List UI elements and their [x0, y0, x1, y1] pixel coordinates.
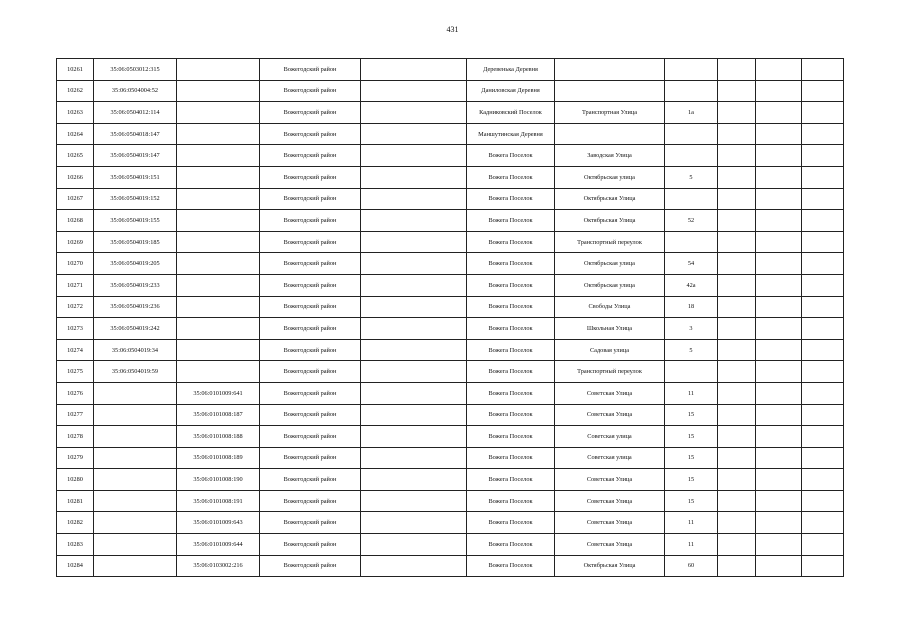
house-number-cell: 3 [665, 318, 718, 340]
extra-cell-1 [718, 253, 756, 275]
extra-cell-3 [802, 426, 844, 448]
street-cell: Октябрьская улица [555, 166, 665, 188]
street-cell: Школьная Улица [555, 318, 665, 340]
extra-cell-2 [756, 447, 802, 469]
street-cell: Советская Улица [555, 469, 665, 491]
street-cell: Заводская Улица [555, 145, 665, 167]
settlement-cell: Вожега Поселок [467, 555, 555, 577]
extra-cell-1 [718, 318, 756, 340]
settlement-cell: Вожега Поселок [467, 490, 555, 512]
district-cell: Вожегодский район [260, 80, 361, 102]
empty-cell [361, 210, 467, 232]
cadastral-number-cell [94, 404, 177, 426]
extra-cell-2 [756, 145, 802, 167]
settlement-cell: Вожега Поселок [467, 404, 555, 426]
district-cell: Вожегодский район [260, 210, 361, 232]
house-number-cell: 15 [665, 469, 718, 491]
settlement-cell: Вожега Поселок [467, 447, 555, 469]
row-number-cell: 10263 [57, 102, 94, 124]
page-number: 431 [446, 25, 459, 34]
settlement-cell: Вожега Поселок [467, 253, 555, 275]
street-cell: Октябрьская Улица [555, 188, 665, 210]
settlement-cell: Маншутинская Деревня [467, 123, 555, 145]
street-cell: Советская Улица [555, 404, 665, 426]
street-cell: Садовая улица [555, 339, 665, 361]
empty-cell [361, 59, 467, 81]
district-cell: Вожегодский район [260, 145, 361, 167]
cadastral-number-cell [94, 534, 177, 556]
house-number-cell: 18 [665, 296, 718, 318]
extra-cell-3 [802, 123, 844, 145]
settlement-cell: Вожега Поселок [467, 274, 555, 296]
house-number-cell [665, 231, 718, 253]
empty-cell [361, 361, 467, 383]
extra-cell-1 [718, 382, 756, 404]
table-row [57, 59, 844, 81]
registry-table [56, 58, 844, 577]
street-cell: Транспортный переулок [555, 361, 665, 383]
extra-cell-2 [756, 59, 802, 81]
extra-cell-3 [802, 447, 844, 469]
cadastral-number-cell: 35:06:0504019:34 [94, 339, 177, 361]
cadastral-number-alt-cell: 35:06:0103002:216 [177, 555, 260, 577]
settlement-cell: Вожега Поселок [467, 296, 555, 318]
extra-cell-3 [802, 555, 844, 577]
street-cell: Советская Улица [555, 534, 665, 556]
extra-cell-1 [718, 102, 756, 124]
empty-cell [361, 404, 467, 426]
empty-cell [361, 123, 467, 145]
house-number-cell: 42а [665, 274, 718, 296]
house-number-cell [665, 361, 718, 383]
row-number-cell: 10268 [57, 210, 94, 232]
table-row [57, 490, 844, 512]
table-row [57, 426, 844, 448]
table-row [57, 166, 844, 188]
extra-cell-1 [718, 123, 756, 145]
district-cell: Вожегодский район [260, 426, 361, 448]
cadastral-number-cell [94, 382, 177, 404]
cadastral-number-cell: 35:06:0504019:233 [94, 274, 177, 296]
cadastral-number-cell: 35:06:0504019:151 [94, 166, 177, 188]
extra-cell-2 [756, 404, 802, 426]
table-row [57, 188, 844, 210]
row-number-cell: 10277 [57, 404, 94, 426]
extra-cell-3 [802, 231, 844, 253]
cadastral-number-alt-cell: 35:06:0101008:187 [177, 404, 260, 426]
extra-cell-1 [718, 490, 756, 512]
extra-cell-3 [802, 145, 844, 167]
extra-cell-2 [756, 318, 802, 340]
extra-cell-1 [718, 274, 756, 296]
row-number-cell: 10276 [57, 382, 94, 404]
house-number-cell: 15 [665, 404, 718, 426]
extra-cell-3 [802, 318, 844, 340]
extra-cell-2 [756, 102, 802, 124]
extra-cell-1 [718, 447, 756, 469]
district-cell: Вожегодский район [260, 102, 361, 124]
extra-cell-1 [718, 296, 756, 318]
row-number-cell: 10266 [57, 166, 94, 188]
cadastral-number-cell: 35:06:0504019:236 [94, 296, 177, 318]
district-cell: Вожегодский район [260, 447, 361, 469]
extra-cell-1 [718, 469, 756, 491]
extra-cell-2 [756, 469, 802, 491]
district-cell: Вожегодский район [260, 490, 361, 512]
empty-cell [361, 166, 467, 188]
row-number-cell: 10278 [57, 426, 94, 448]
cadastral-number-cell: 35:06:0504012:114 [94, 102, 177, 124]
district-cell: Вожегодский район [260, 59, 361, 81]
street-cell [555, 123, 665, 145]
cadastral-number-alt-cell: 35:06:0101008:189 [177, 447, 260, 469]
house-number-cell: 5 [665, 166, 718, 188]
table-row [57, 274, 844, 296]
cadastral-number-alt-cell [177, 59, 260, 81]
row-number-cell: 10280 [57, 469, 94, 491]
empty-cell [361, 102, 467, 124]
row-number-cell: 10274 [57, 339, 94, 361]
extra-cell-3 [802, 469, 844, 491]
settlement-cell: Вожега Поселок [467, 339, 555, 361]
street-cell: Советская Улица [555, 512, 665, 534]
settlement-cell: Вожега Поселок [467, 210, 555, 232]
extra-cell-1 [718, 188, 756, 210]
cadastral-number-cell [94, 426, 177, 448]
district-cell: Вожегодский район [260, 534, 361, 556]
extra-cell-3 [802, 210, 844, 232]
cadastral-number-cell: 35:06:0504018:147 [94, 123, 177, 145]
cadastral-number-alt-cell: 35:06:0101008:191 [177, 490, 260, 512]
district-cell: Вожегодский район [260, 512, 361, 534]
street-cell: Октябрьская Улица [555, 555, 665, 577]
extra-cell-3 [802, 534, 844, 556]
settlement-cell: Вожега Поселок [467, 512, 555, 534]
empty-cell [361, 555, 467, 577]
extra-cell-3 [802, 512, 844, 534]
extra-cell-3 [802, 188, 844, 210]
extra-cell-3 [802, 296, 844, 318]
settlement-cell: Вожега Поселок [467, 166, 555, 188]
street-cell [555, 59, 665, 81]
house-number-cell [665, 188, 718, 210]
table-row [57, 296, 844, 318]
extra-cell-2 [756, 296, 802, 318]
extra-cell-3 [802, 102, 844, 124]
cadastral-number-cell [94, 555, 177, 577]
cadastral-number-alt-cell [177, 339, 260, 361]
cadastral-number-cell: 35:06:0504019:185 [94, 231, 177, 253]
extra-cell-1 [718, 145, 756, 167]
extra-cell-3 [802, 166, 844, 188]
district-cell: Вожегодский район [260, 231, 361, 253]
empty-cell [361, 80, 467, 102]
empty-cell [361, 318, 467, 340]
row-number-cell: 10265 [57, 145, 94, 167]
table-row [57, 469, 844, 491]
district-cell: Вожегодский район [260, 469, 361, 491]
extra-cell-2 [756, 534, 802, 556]
table-row [57, 512, 844, 534]
house-number-cell: 60 [665, 555, 718, 577]
cadastral-number-cell [94, 490, 177, 512]
district-cell: Вожегодский район [260, 296, 361, 318]
row-number-cell: 10264 [57, 123, 94, 145]
cadastral-number-cell: 35:06:0504019:155 [94, 210, 177, 232]
settlement-cell: Вожега Поселок [467, 469, 555, 491]
settlement-cell: Вожега Поселок [467, 231, 555, 253]
cadastral-number-cell: 35:06:0504019:152 [94, 188, 177, 210]
settlement-cell: Вожега Поселок [467, 361, 555, 383]
extra-cell-3 [802, 490, 844, 512]
district-cell: Вожегодский район [260, 339, 361, 361]
settlement-cell: Вожега Поселок [467, 426, 555, 448]
district-cell: Вожегодский район [260, 253, 361, 275]
house-number-cell [665, 80, 718, 102]
extra-cell-1 [718, 426, 756, 448]
extra-cell-2 [756, 210, 802, 232]
empty-cell [361, 426, 467, 448]
extra-cell-2 [756, 274, 802, 296]
district-cell: Вожегодский район [260, 166, 361, 188]
cadastral-number-alt-cell: 35:06:0101008:190 [177, 469, 260, 491]
table-row [57, 382, 844, 404]
extra-cell-2 [756, 339, 802, 361]
row-number-cell: 10272 [57, 296, 94, 318]
district-cell: Вожегодский район [260, 555, 361, 577]
extra-cell-1 [718, 231, 756, 253]
table-row [57, 80, 844, 102]
street-cell: Октябрьская улица [555, 274, 665, 296]
table-row [57, 210, 844, 232]
extra-cell-2 [756, 382, 802, 404]
cadastral-number-alt-cell [177, 102, 260, 124]
row-number-cell: 10282 [57, 512, 94, 534]
street-cell: Транспортная Улица [555, 102, 665, 124]
row-number-cell: 10271 [57, 274, 94, 296]
extra-cell-1 [718, 512, 756, 534]
table-row [57, 361, 844, 383]
empty-cell [361, 339, 467, 361]
table-row [57, 145, 844, 167]
extra-cell-3 [802, 339, 844, 361]
extra-cell-2 [756, 231, 802, 253]
cadastral-number-cell: 35:06:0503012:315 [94, 59, 177, 81]
extra-cell-1 [718, 534, 756, 556]
cadastral-number-alt-cell [177, 166, 260, 188]
house-number-cell: 15 [665, 447, 718, 469]
extra-cell-3 [802, 80, 844, 102]
settlement-cell: Вожега Поселок [467, 382, 555, 404]
cadastral-number-cell: 35:06:0504019:147 [94, 145, 177, 167]
row-number-cell: 10283 [57, 534, 94, 556]
house-number-cell: 52 [665, 210, 718, 232]
row-number-cell: 10273 [57, 318, 94, 340]
table-row [57, 404, 844, 426]
cadastral-number-cell: 35:06:0504004:52 [94, 80, 177, 102]
street-cell: Октябрьская улица [555, 253, 665, 275]
house-number-cell [665, 123, 718, 145]
empty-cell [361, 512, 467, 534]
cadastral-number-alt-cell [177, 361, 260, 383]
house-number-cell: 15 [665, 490, 718, 512]
row-number-cell: 10267 [57, 188, 94, 210]
extra-cell-2 [756, 123, 802, 145]
table-row [57, 555, 844, 577]
empty-cell [361, 469, 467, 491]
house-number-cell: 1а [665, 102, 718, 124]
district-cell: Вожегодский район [260, 404, 361, 426]
street-cell: Транспортный переулок [555, 231, 665, 253]
extra-cell-1 [718, 210, 756, 232]
settlement-cell: Вожега Поселок [467, 534, 555, 556]
house-number-cell: 11 [665, 382, 718, 404]
extra-cell-1 [718, 404, 756, 426]
extra-cell-2 [756, 426, 802, 448]
row-number-cell: 10269 [57, 231, 94, 253]
district-cell: Вожегодский район [260, 274, 361, 296]
district-cell: Вожегодский район [260, 188, 361, 210]
street-cell: Советская Улица [555, 490, 665, 512]
settlement-cell: Вожега Поселок [467, 145, 555, 167]
house-number-cell: 5 [665, 339, 718, 361]
empty-cell [361, 382, 467, 404]
empty-cell [361, 490, 467, 512]
street-cell: Советская Улица [555, 382, 665, 404]
settlement-cell: Деревенька Деревня [467, 59, 555, 81]
row-number-cell: 10284 [57, 555, 94, 577]
district-cell: Вожегодский район [260, 382, 361, 404]
cadastral-number-alt-cell [177, 80, 260, 102]
house-number-cell: 11 [665, 534, 718, 556]
empty-cell [361, 447, 467, 469]
table-row [57, 447, 844, 469]
cadastral-number-alt-cell: 35:06:0101009:643 [177, 512, 260, 534]
cadastral-number-cell [94, 469, 177, 491]
table-row [57, 534, 844, 556]
row-number-cell: 10279 [57, 447, 94, 469]
extra-cell-3 [802, 253, 844, 275]
cadastral-number-cell: 35:06:0504019:59 [94, 361, 177, 383]
cadastral-number-alt-cell [177, 188, 260, 210]
cadastral-number-alt-cell [177, 274, 260, 296]
extra-cell-1 [718, 339, 756, 361]
extra-cell-1 [718, 555, 756, 577]
cadastral-number-alt-cell [177, 210, 260, 232]
settlement-cell: Даниловская Деревня [467, 80, 555, 102]
empty-cell [361, 253, 467, 275]
cadastral-number-cell [94, 447, 177, 469]
extra-cell-3 [802, 404, 844, 426]
empty-cell [361, 534, 467, 556]
table-row [57, 231, 844, 253]
extra-cell-1 [718, 166, 756, 188]
street-cell: Советская улица [555, 426, 665, 448]
extra-cell-2 [756, 490, 802, 512]
extra-cell-2 [756, 188, 802, 210]
cadastral-number-alt-cell: 35:06:0101009:641 [177, 382, 260, 404]
street-cell: Свободы Улица [555, 296, 665, 318]
empty-cell [361, 145, 467, 167]
row-number-cell: 10270 [57, 253, 94, 275]
extra-cell-1 [718, 361, 756, 383]
district-cell: Вожегодский район [260, 123, 361, 145]
extra-cell-3 [802, 382, 844, 404]
street-cell [555, 80, 665, 102]
empty-cell [361, 296, 467, 318]
extra-cell-3 [802, 59, 844, 81]
row-number-cell: 10281 [57, 490, 94, 512]
cadastral-number-alt-cell [177, 145, 260, 167]
empty-cell [361, 231, 467, 253]
extra-cell-2 [756, 80, 802, 102]
row-number-cell: 10275 [57, 361, 94, 383]
table-row [57, 318, 844, 340]
empty-cell [361, 188, 467, 210]
cadastral-number-cell: 35:06:0504019:205 [94, 253, 177, 275]
table-row [57, 339, 844, 361]
cadastral-number-alt-cell [177, 123, 260, 145]
row-number-cell: 10261 [57, 59, 94, 81]
extra-cell-2 [756, 512, 802, 534]
settlement-cell: Вожега Поселок [467, 188, 555, 210]
extra-cell-3 [802, 361, 844, 383]
house-number-cell [665, 145, 718, 167]
cadastral-number-alt-cell [177, 253, 260, 275]
cadastral-number-alt-cell [177, 296, 260, 318]
house-number-cell: 11 [665, 512, 718, 534]
settlement-cell: Кадниковский Поселок [467, 102, 555, 124]
table-row [57, 253, 844, 275]
extra-cell-1 [718, 59, 756, 81]
table-row [57, 102, 844, 124]
extra-cell-2 [756, 361, 802, 383]
settlement-cell: Вожега Поселок [467, 318, 555, 340]
cadastral-number-cell: 35:06:0504019:242 [94, 318, 177, 340]
district-cell: Вожегодский район [260, 361, 361, 383]
house-number-cell: 15 [665, 426, 718, 448]
registry-body [57, 59, 844, 577]
empty-cell [361, 274, 467, 296]
cadastral-number-alt-cell [177, 231, 260, 253]
extra-cell-3 [802, 274, 844, 296]
street-cell: Советская улица [555, 447, 665, 469]
house-number-cell: 54 [665, 253, 718, 275]
house-number-cell [665, 59, 718, 81]
extra-cell-2 [756, 555, 802, 577]
row-number-cell: 10262 [57, 80, 94, 102]
extra-cell-1 [718, 80, 756, 102]
district-cell: Вожегодский район [260, 318, 361, 340]
table-row [57, 123, 844, 145]
extra-cell-2 [756, 166, 802, 188]
cadastral-number-alt-cell [177, 318, 260, 340]
cadastral-number-alt-cell: 35:06:0101009:644 [177, 534, 260, 556]
street-cell: Октябрьская Улица [555, 210, 665, 232]
extra-cell-2 [756, 253, 802, 275]
cadastral-number-alt-cell: 35:06:0101008:188 [177, 426, 260, 448]
cadastral-number-cell [94, 512, 177, 534]
